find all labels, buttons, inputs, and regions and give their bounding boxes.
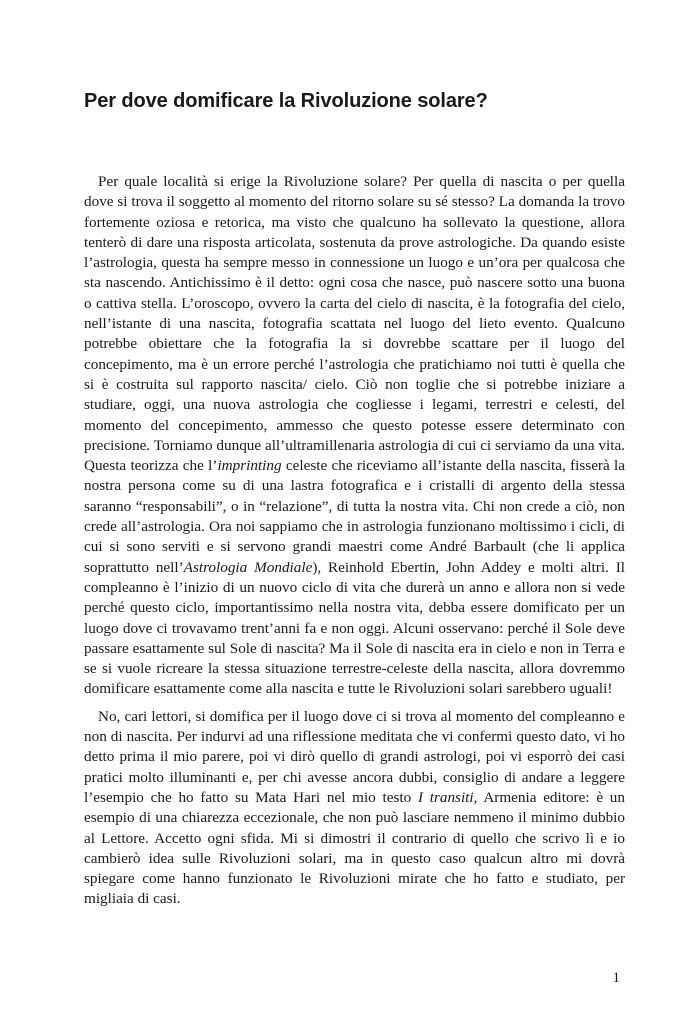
emphasis-imprinting: imprinting <box>217 457 282 475</box>
chapter-title: Per dove domificare la Rivoluzione solare? <box>84 90 488 112</box>
emphasis-book-title: I transiti <box>417 788 474 806</box>
page-number: 1 <box>612 970 620 986</box>
paragraph-1-text-1: Per quale località si erige la Rivoluzione solare? Per quella di nascita o per quella dove si trova il soggetto al momento del ritorno solare su sé stesso? La domanda la trovo fortemente oziosa e retorica, ma visto che qualcuno ha sollevato la questione, allora tenterò di dare una risposta articolata, sostenuta da prove astrologiche. Da quando esiste l’astrologia, questa ha sempre messo in connessione un luogo e un’ora per qualcosa che sta nascendo. Antichissimo è il detto: ogni cosa che nasce, può nascere sotto una buona o cattiva stella. L’oroscopo, ovvero la carta del cielo di nascita, è la fotografia del cielo, nell’istante di una nascita, fotografia scattata nel luogo del lieto evento. Qualcuno potrebbe obiettare che la fotografia la si dovrebbe scattare per il luogo del concepimento, ma è un errore perché l’astrologia che pratichiamo noi tutti è quella che si è costruita sul rapporto nascita/ cielo. Ciò non toglie che si potrebbe iniziare a studiare, oggi, una nuova astrologia che cogliesse i legami, terrestri e celesti, del momento del concepimento, ammesso che questo potesse essere determinato con precisione. Torniamo dunque all’ultramillenaria astrologia di cui ci serviamo da una vita. Questa teorizza che l’ <box>84 173 625 475</box>
paragraph-1-text-2: celeste che riceviamo all’istante della nascita, fisserà la nostra persona come su di una lastra fotografica e i cristalli di argento della stessa saranno “responsabili”, o in “relazione”, di tutta la nostra vita. Chi non crede a ciò, non crede all’astrologia. Ora noi sappiamo che in astrologia funzionano moltissimo i cicli, di cui si sono serviti e si servono grandi maestri come André Barbault (che li applica soprattutto nell’ <box>84 457 625 576</box>
emphasis-astrologia-mondiale: Astrologia Mondiale <box>183 558 313 576</box>
paragraph-1 <box>84 172 625 700</box>
paragraph-2-text-1: No, cari lettori, si domifica per il luogo dove ci si trova al momento del compleanno e non di nascita. Per indurvi ad una riflessione meditata che vi confermi questo dato, vi ho detto prima il mio parere, poi vi dirò quello di grandi astrologi, poi vi esporrò dei casi pratici molto illuminanti e, per chi avesse ancora dubbi, consiglio di andare a leggere l’esempio che ho fatto su Mata Hari nel mio testo <box>84 707 625 806</box>
paragraph-2-text-2: , Armenia editore: è un esempio di una chiarezza eccezionale, che non può lasciare nemmeno il minimo dubbio al Lettore. Accetto ogni sfida. Mi si dimostri il contrario di quello che scrivo lì e io cambierò idea sulle Rivoluzioni solari, ma in questo caso qualcun altro mi dovrà spiegare come hanno funzionato le Rivoluzioni mirate che ho fatto e studiato, per migliaia di casi. <box>84 788 625 908</box>
body-text <box>84 172 625 910</box>
paragraph-1-text-3: ), Reinhold Ebertin, John Addey e molti altri. Il compleanno è l’inizio di un nuovo ciclo di vita che durerà un anno e allora non si vede perché questo ciclo, importantissimo nella nostra vita, debba essere domificato per un luogo dove ci trovavamo trent’anni fa e non oggi. Alcuni osservano: perché il Sole deve passare esattamente sul Sole di nascita? Ma il Sole di nascita era in cielo e non in Terra e se si vuole ricreare la stessa situazione terrestre-celeste della nascita, allora dovremmo domificare esattamente come alla nascita e tutte le Rivoluzioni solari sarebbero uguali! <box>84 558 625 698</box>
paragraph-2 <box>84 707 625 910</box>
